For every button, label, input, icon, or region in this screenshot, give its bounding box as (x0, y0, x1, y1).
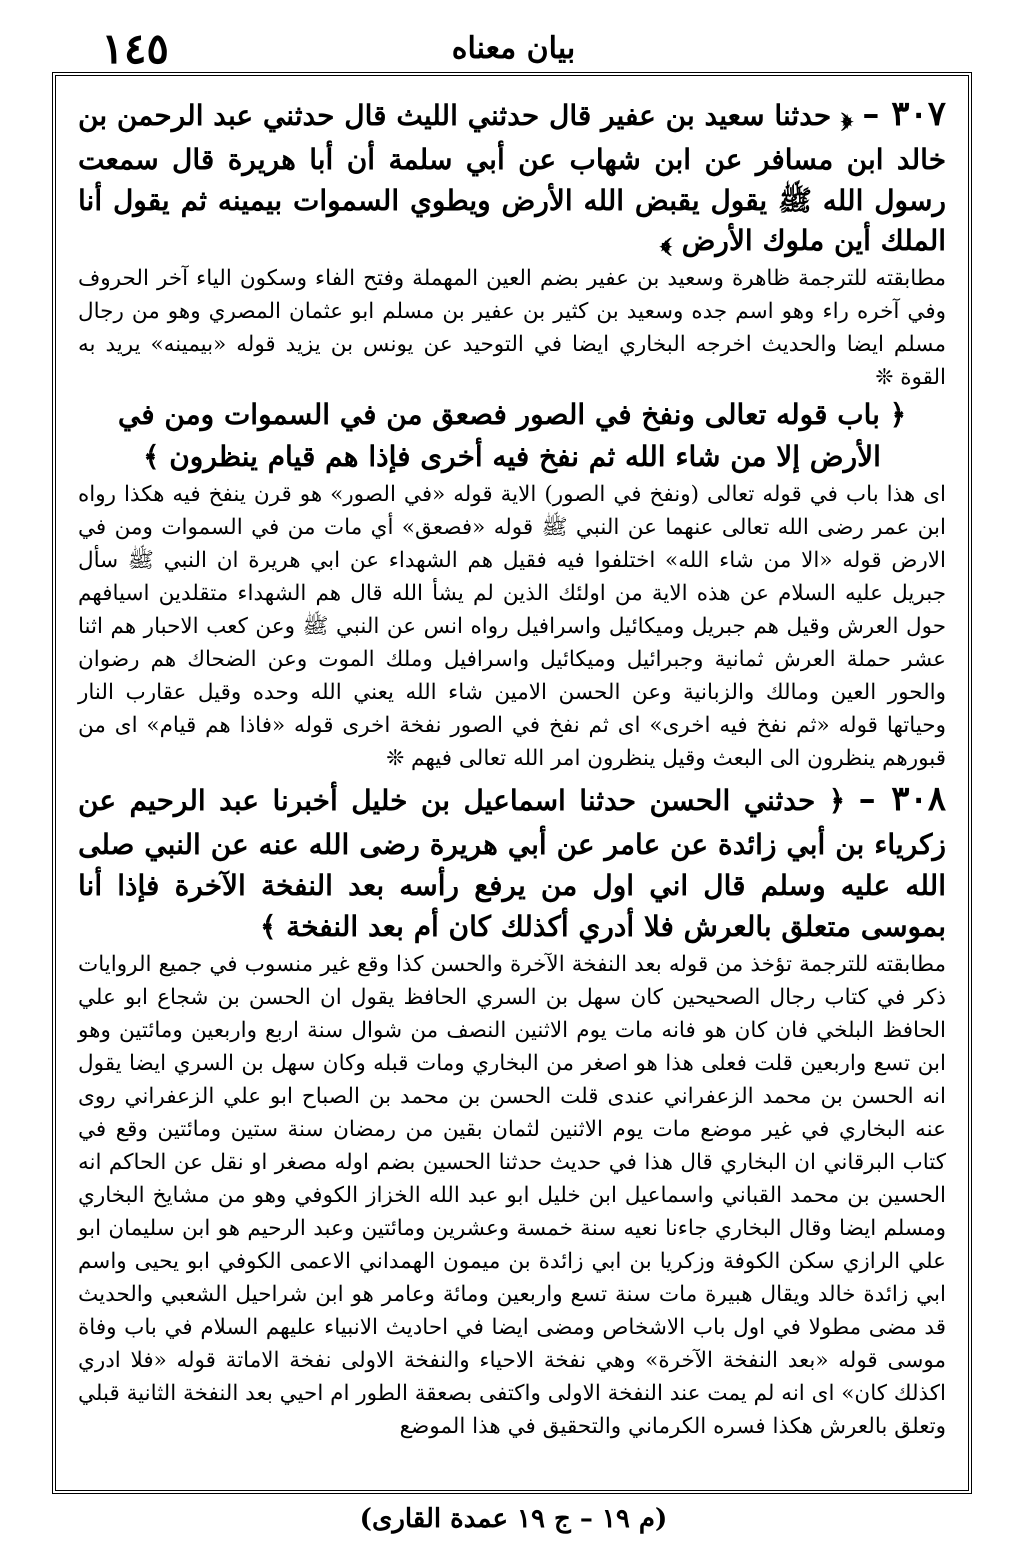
page-frame (52, 72, 972, 1494)
hadith-text-308: ﴿ حدثني الحسن حدثنا اسماعيل بن خليل أخبرنا عبد الرحيم عن زكرياء بن أبي زائدة عن عامر عن أبي هريرة رضى الله عنه عن النبي صلى الله عليه وسلم قال اني اول من يرفع رأسه بعد النفخة الآخرة فإذا أنا بموسى متعلق بالعرش فلا أدري أكذلك كان أم بعد النفخة ﴾ (78, 784, 946, 943)
hadith-number-308: ٣٠٨ – (858, 779, 946, 820)
hadith-number-307: ٣٠٧ – (862, 94, 946, 134)
page-number: ١٤٥ (101, 24, 169, 73)
chapter-heading: ﴿ باب قوله تعالى ونفخ في الصور فصعق من في السموات ومن في الأرض إلا من شاء الله ثم نفخ فيه أخرى فإذا هم قيام ينظرون ﴾ (117, 398, 907, 474)
commentary-chapter: اى هذا باب في قوله تعالى (ونفخ في الصور) الاية قوله «في الصور» هو قرن ينفخ فيه هكذا رواه ابن عمر رضى الله تعالى عنهما عن النبي ﷺ قوله «فصعق» أي مات من في السموات ومن في الارض قوله «الا من شاء الله» اختلفوا فيه فقيل هم الشهداء عن ابي هريرة ان النبي ﷺ سأل جبريل عليه السلام عن هذه الاية من اولئك الذين لم يشأ الله قال هم الشهداء متقلدين اسيافهم حول العرش وقيل هم جبريل وميكائيل واسرافيل رواه انس عن النبي ﷺ وعن كعب الاحبار هم اثنا عشر حملة العرش ثمانية وجبرائيل وميكائيل واسرافيل وملك الموت وعن الضحاك هم رضوان والحور العين ومالك والزبانية وعن الحسن الامين شاء الله يعني الله وحده وقيل عقارب النار وحياتها قوله «ثم نفخ فيه اخرى» اى ثم نفخ في الصور نفخة اخرى قوله «فاذا هم قيام» اى من قبورهم ينظرون الى البعث وقيل ينظرون امر الله تعالى فيهم ❊ (78, 482, 946, 772)
footer-signature: (م ١٩ – ج ١٩ عمدة القارى) (359, 1504, 668, 1534)
commentary-308: مطابقته للترجمة تؤخذ من قوله بعد النفخة الآخرة والحسن كذا وقع غير منسوب في جميع الروايات ذكر في كتاب رجال الصحيحين كان سهل بن السري الحافظ يقول ان الحسن بن شجاع ابو علي الحافظ البلخي فان كان هو فانه مات يوم الاثنين النصف من شوال سنة اربع واربعين ومائتين وهو ابن تسع واربعين قلت فعلى هذا هو اصغر من البخاري ومات قبله وكان سهل بن السري ايضا يقول انه الحسن بن محمد الزعفراني عندى قلت الحسن بن محمد بن الصباح ابو علي الزعفراني روى عنه البخاري في غير موضع مات يوم الاثنين لثمان بقين من رمضان سنة ستين ومائتين وقع في كتاب البرقاني ان البخاري قال هذا في حديث حدثنا الحسين بضم اوله مصغر او نقل عن الحاكم انه الحسين بن محمد القباني واسماعيل ابن خليل ابو عبد الله الخزاز الكوفي وهو من مشايخ البخاري ومسلم ايضا وقال البخاري جاءنا نعيه سنة خمسة وعشرين ومائتين وعبد الرحيم هو ابن سليمان ابو علي الرازي سكن الكوفة وزكريا بن ابي زائدة بن ميمون الهمداني الاعمى الكوفي ابو يحيى واسم ابي زائدة خالد ويقال هبيرة مات سنة تسع واربعين ومائة وعامر هو ابن شراحيل الشعبي والحديث قد مضى مطولا في اول باب الاشخاص ومضى ايضا في احاديث الانبياء عليهم السلام في باب وفاة موسى قوله «بعد النفخة الآخرة» وهي نفخة الاحياء والنفخة الاولى نفخة الاماتة قوله «فلا ادري اكذلك كان» اى انه لم يمت عند النفخة الاولى واكتفى بصعقة الطور ام احيي بعد النفخة الثانية قبلي وتعلق بالعرش هكذا فسره الكرماني والتحقيق في هذا الموضع (78, 951, 946, 1439)
running-title: بيان معناه (451, 31, 576, 66)
hadith-308 (78, 775, 946, 947)
hadith-text-307: ﴿ حدثنا سعيد بن عفير قال حدثني الليث قال حدثني عبد الرحمن بن خالد ابن مسافر عن ابن شهاب عن أبي سلمة أن أبا هريرة قال سمعت رسول الله ﷺ يقول يقبض الله الأرض ويطوي السموات بيمينه ثم يقول أنا الملك أين ملوك الأرض ﴾ (78, 99, 946, 258)
hadith-307 (78, 90, 946, 262)
commentary-307: مطابقته للترجمة ظاهرة وسعيد بن عفير بضم العين المهملة وفتح الفاء وسكون الياء آخر الحروف وفي آخره راء وهو اسم جده وسعيد بن كثير بن عفير بن مسلم ابو عثمان المصري وهو من رجال مسلم ايضا والحديث اخرجه البخاري ايضا في التوحيد عن يونس بن يزيد قوله «بيمينه» يريد به القوة ❊ (78, 266, 946, 391)
